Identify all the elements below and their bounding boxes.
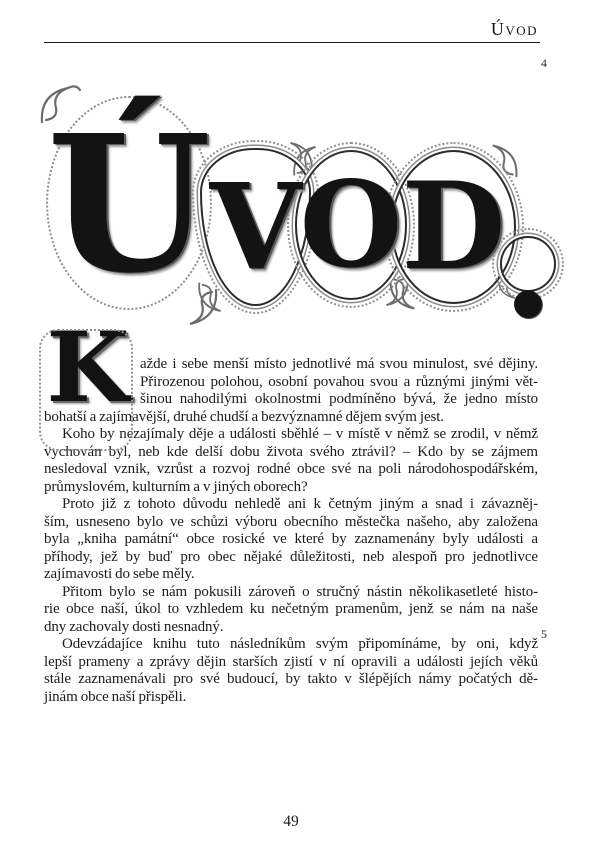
paragraph <box>44 496 538 584</box>
ornate-letter-glyph: V <box>209 157 302 296</box>
text-line: ším, usneseno bylo ve schůzi výboru obecního městečka našeho, aby založena <box>44 513 538 530</box>
text-line: Přirozenou polohou, osobní povahou svou a různými jinými vět- <box>140 373 538 390</box>
text-line: rie obce naší, úkol to vzhledem ku nečetným pramenům, jenž se nám na naše <box>44 601 538 617</box>
text-line: stále zaznamenávali pro své budoucí, by takto v šlépějích námy počatých dě- <box>44 671 538 687</box>
running-header-title: Úvod <box>490 19 538 39</box>
text-line: bohatší a zajímavější, druhé chudší a bezvýznamné dějem svým jest. <box>44 408 444 425</box>
paragraph <box>44 584 538 637</box>
ornament-ring <box>44 334 128 446</box>
text-line: nesledoval vznik, vzrůst a rozvoj rodné obce své na poli národohospodářském, <box>44 461 538 477</box>
ornate-letter-d <box>399 156 508 298</box>
ornate-letter-u <box>47 94 211 315</box>
paragraph <box>44 636 538 706</box>
drop-cap-glyph: K <box>46 311 130 424</box>
text-line: vychován byl, neb kde delší dobu života svého ztrávil? – Kdo by se zájmem <box>44 443 538 460</box>
text-line: Koho by nezajímaly děje a události sběhlé – v místě v němž se zrodil, v němž <box>62 426 538 442</box>
text-line: příhody, jež by buď pro obec nějaké důležitosti, neb alespoň pro jednotlivce <box>44 548 538 565</box>
ornate-letter-v <box>208 154 303 300</box>
ornate-letter-glyph: . <box>501 176 555 352</box>
header-rule <box>44 42 540 43</box>
drop-cap <box>44 311 132 424</box>
paragraphs <box>44 311 538 706</box>
text-line: ažde i sebe menší místo jednotlivé má svou minulost, své dějiny. <box>140 356 538 372</box>
margin-number-top: 4 <box>541 56 547 70</box>
text-line: byla „kniha památní“ obce rosické ve které by zaznamenány byly události a <box>44 531 538 547</box>
ornate-letter-glyph: D <box>401 156 506 297</box>
running-header <box>44 19 538 40</box>
ornate-letter-glyph: Ú <box>47 94 211 315</box>
text-line: dny zachovaly dosti nesnadný. <box>44 618 224 635</box>
text-line: jinám obce naší přispěli. <box>44 688 187 705</box>
text-line: Odevzádajíce knihu tuto následníkům svým připomínáme, by oni, když <box>62 636 538 652</box>
text-line: lepší prameny a zprávy dějin starších zjistí v ní opravili a události jejích věků <box>44 653 538 670</box>
text-line: šinou nahodilými okolnostmi podmíněno bývá, že jedno místo <box>140 391 538 407</box>
body-text <box>44 311 538 706</box>
ornate-title <box>47 92 555 352</box>
margin-number-middle: 5 <box>541 627 547 641</box>
ornate-letter-o <box>299 155 403 294</box>
text-line: zajímavosti do sebe měly. <box>44 566 195 582</box>
page-number: 49 <box>283 813 299 830</box>
ornate-letter-period <box>501 176 555 352</box>
text-line: průmyslovém, kulturním a v jiných oborech? <box>44 478 308 495</box>
text-line: Přitom bylo se nám pokusili zároveň o stručný nástin několikasetleté histo- <box>62 583 538 600</box>
text-line: Proto již z tohoto důvodu nehledě ani k četným jiným a snad i závazněj- <box>62 496 538 512</box>
ornate-letter-glyph: O <box>299 155 403 294</box>
